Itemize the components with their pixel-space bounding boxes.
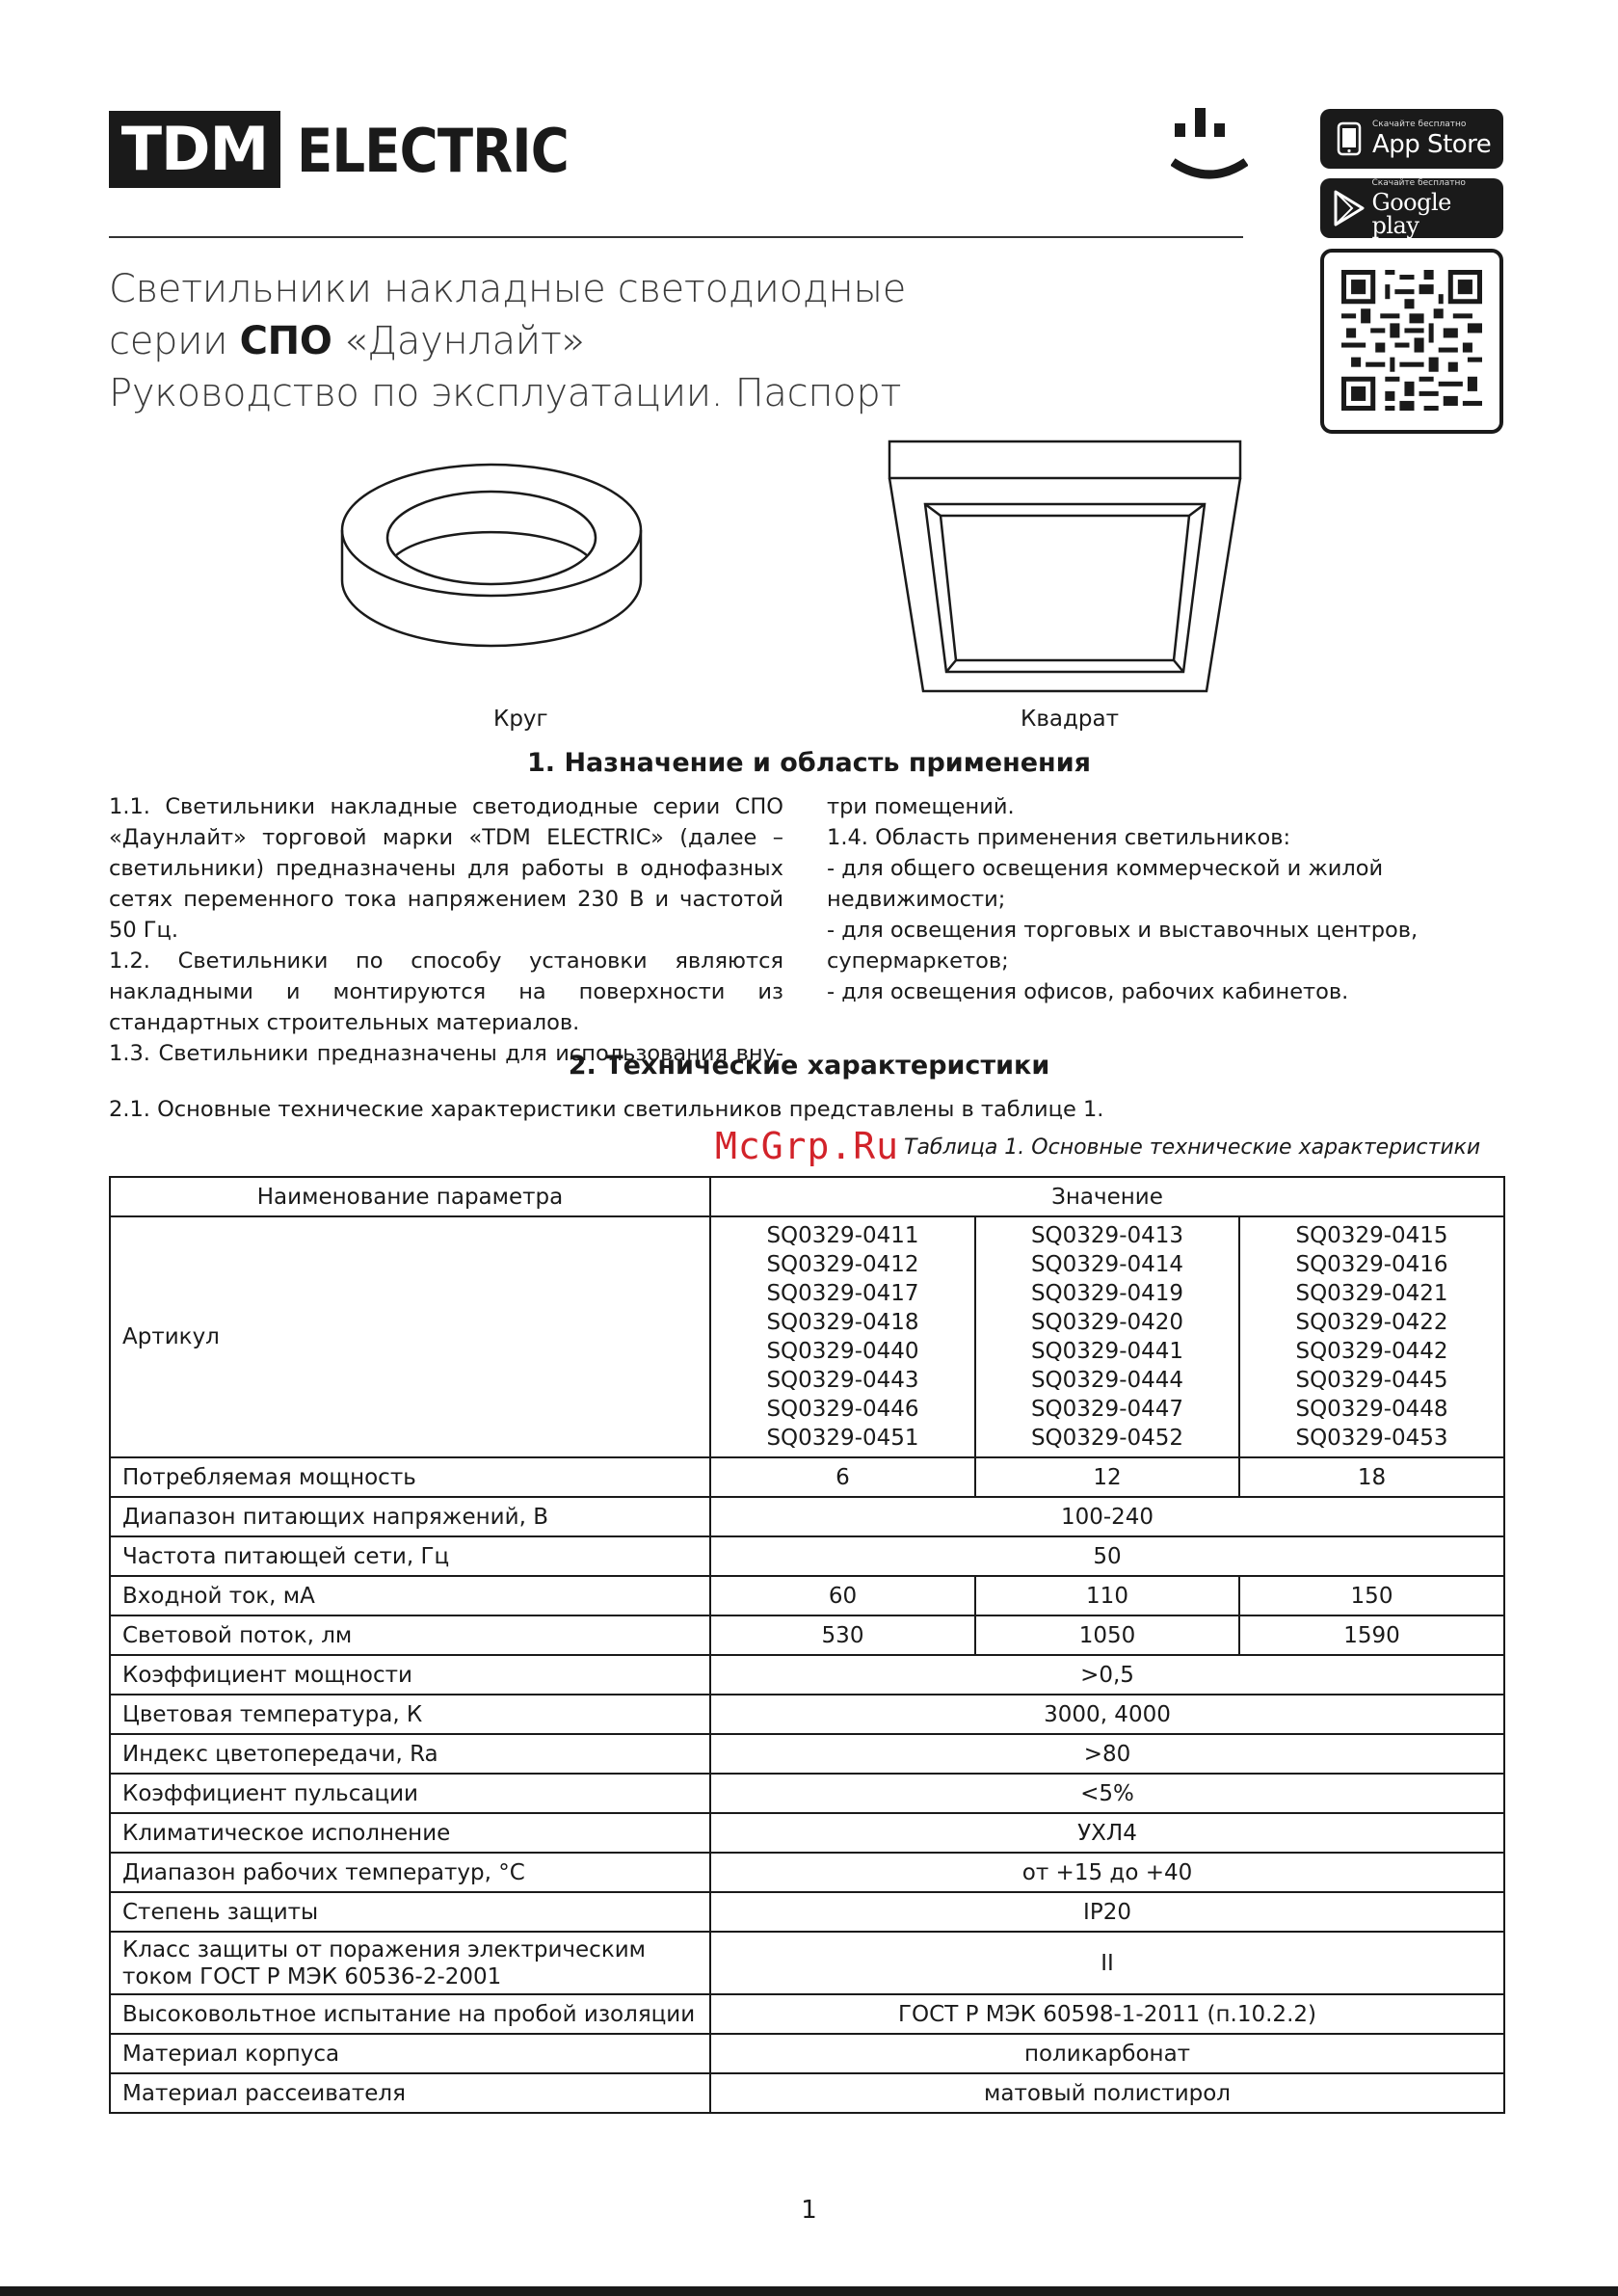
title-line-1: Светильники накладные светодиодные [109,267,907,311]
parameter-name: Материал корпуса [110,2034,710,2073]
table-row [110,1536,1504,1576]
parameter-value: ГОСТ Р МЭК 60598-1-2011 (п.10.2.2) [710,1994,1504,2034]
parameter-value: <5% [710,1774,1504,1813]
parameter-value: 1590 [1239,1615,1504,1655]
parameter-name: Входной ток, мА [110,1576,710,1615]
article-code: SQ0329-0418 [766,1310,919,1335]
article-code: SQ0329-0420 [1030,1310,1184,1335]
parameter-name: Потребляемая мощность [110,1457,710,1497]
app-store-badge[interactable] [1320,109,1503,169]
table-row [110,1892,1504,1932]
table-row [110,1774,1504,1813]
parameter-value: 110 [975,1576,1239,1615]
article-code: SQ0329-0441 [1030,1339,1184,1364]
article-code: SQ0329-0442 [1295,1339,1448,1364]
paragraph-1-3-continued: три помещений. [827,794,1015,819]
table-row [110,1655,1504,1695]
table-row [110,1457,1504,1497]
parameter-name: Климатическое исполнение [110,1813,710,1853]
parameter-value: УХЛ4 [710,1813,1504,1853]
parameter-value: 530 [710,1615,975,1655]
article-code: SQ0329-0421 [1295,1281,1448,1306]
article-code: SQ0329-0440 [766,1339,919,1364]
article-label: Артикул [110,1216,710,1457]
application-item-3: - для освещения офисов, рабочих кабинетов. [827,979,1349,1004]
parameter-name: Световой поток, лм [110,1615,710,1655]
header-parameter: Наименование параметра [110,1177,710,1216]
table-row [110,1932,1504,1994]
paragraph-1-3: 1.3. Светильники предназначены для использования вну- [109,1041,783,1066]
article-list-12w [975,1216,1239,1457]
app-store-small-text: Скачайте бесплатно [1372,120,1467,129]
round-luminaire-drawing [337,463,646,684]
section-2-heading: 2. Технические характеристики [568,1051,1050,1081]
article-code: SQ0329-0419 [1030,1281,1184,1306]
article-code: SQ0329-0413 [1030,1223,1184,1248]
article-code: SQ0329-0415 [1295,1223,1448,1248]
parameter-value: 50 [710,1536,1504,1576]
article-code: SQ0329-0448 [1295,1397,1448,1422]
article-code: SQ0329-0414 [1030,1252,1184,1277]
article-code: SQ0329-0422 [1295,1310,1448,1335]
article-code: SQ0329-0453 [1295,1426,1448,1451]
application-item-2: - для освещения торговых и выставочных центров, супермаркетов; [827,918,1419,974]
parameter-value: 3000, 4000 [710,1695,1504,1734]
logo-tdm: TDM [109,111,280,188]
table-row [110,1813,1504,1853]
parameter-value: 6 [710,1457,975,1497]
smile-logo-icon [1171,106,1248,193]
section-1-right-column [827,791,1501,1007]
qr-code-icon [1341,270,1482,411]
parameter-name: Индекс цветопередачи, Ra [110,1734,710,1774]
square-luminaire-drawing [887,439,1243,699]
google-play-label: Google play [1371,189,1451,239]
parameter-value: II [710,1932,1504,1994]
article-code: SQ0329-0412 [766,1252,919,1277]
article-code: SQ0329-0451 [766,1426,919,1451]
qr-code-frame[interactable] [1320,249,1503,434]
title-line-2 [109,315,906,367]
google-play-badge[interactable] [1320,178,1503,238]
parameter-name: Степень защиты [110,1892,710,1932]
table-row [110,1497,1504,1536]
parameter-value: 60 [710,1576,975,1615]
parameter-name: Диапазон рабочих температур, °С [110,1853,710,1892]
article-list-6w [710,1216,975,1457]
parameter-value: 12 [975,1457,1239,1497]
paragraph-1-4: 1.4. Область применения светильников: [827,825,1291,850]
article-code: SQ0329-0447 [1030,1397,1184,1422]
logo-electric: ELECTRIC [297,116,569,186]
page-number: 1 [801,2196,817,2225]
play-triangle-icon [1332,189,1366,227]
table-row [110,2073,1504,2113]
parameter-value: IP20 [710,1892,1504,1932]
table-caption: Таблица 1. Основные технические характеристики [904,1135,1481,1160]
article-list-18w [1239,1216,1504,1457]
title-series-name: СПО [239,319,332,363]
parameter-name: Цветовая температура, К [110,1695,710,1734]
parameter-value: >80 [710,1734,1504,1774]
table-row [110,1734,1504,1774]
header-divider [109,236,1243,238]
section-1-heading: 1. Назначение и область применения [527,748,1091,778]
bottom-band [0,2286,1618,2296]
header-value: Значение [710,1177,1504,1216]
parameter-name: Коэффициент мощности [110,1655,710,1695]
paragraph-1-2: 1.2. Светильники по способу установки являются накладными и монтируются на поверхности из стандартных строительных материалов. [109,948,783,1035]
parameter-value: 1050 [975,1615,1239,1655]
parameter-value: 18 [1239,1457,1504,1497]
parameter-name: Класс защиты от поражения электрическим током ГОСТ Р МЭК 60536-2-2001 [110,1932,710,1994]
application-item-1: - для общего освещения коммерческой и жилой недвижимости; [827,856,1384,912]
watermark: McGrp.Ru [715,1125,900,1167]
title-line-3: Руководство по эксплуатации. Паспорт [109,371,902,415]
parameter-value: 150 [1239,1576,1504,1615]
table-row [110,1576,1504,1615]
title-line-2-prefix: серии [109,319,240,363]
table-header-row [110,1177,1504,1216]
title-line-2-suffix: «Даунлайт» [332,319,585,363]
document-title [109,263,906,419]
parameter-name: Материал рассеивателя [110,2073,710,2113]
article-code: SQ0329-0443 [766,1368,919,1393]
parameter-value: 100-240 [710,1497,1504,1536]
table-row [110,1615,1504,1655]
article-code: SQ0329-0445 [1295,1368,1448,1393]
parameter-value: поликарбонат [710,2034,1504,2073]
parameter-name: Диапазон питающих напряжений, В [110,1497,710,1536]
article-code: SQ0329-0446 [766,1397,919,1422]
parameter-name: Частота питающей сети, Гц [110,1536,710,1576]
spec-table [109,1176,1505,2114]
table-row [110,1994,1504,2034]
table-row [110,2034,1504,2073]
parameter-name: Высоковольтное испытание на пробой изоляции [110,1994,710,2034]
article-code: SQ0329-0452 [1030,1426,1184,1451]
square-caption: Квадрат [1021,707,1119,732]
app-store-label: App Store [1372,130,1492,159]
article-code: SQ0329-0411 [766,1223,919,1248]
parameter-value: от +15 до +40 [710,1853,1504,1892]
parameter-value: >0,5 [710,1655,1504,1695]
article-code: SQ0329-0444 [1030,1368,1184,1393]
google-play-small-text: Скачайте бесплатно [1371,178,1466,188]
article-code: SQ0329-0417 [766,1281,919,1306]
article-code: SQ0329-0416 [1295,1252,1448,1277]
round-caption: Круг [493,707,548,732]
table-row [110,1695,1504,1734]
section-2-intro: 2.1. Основные технические характеристики светильников представлены в таблице 1. [109,1097,1104,1122]
apple-icon [1332,120,1366,158]
parameter-value: матовый полистирол [710,2073,1504,2113]
paragraph-1-1: 1.1. Светильники накладные светодиодные серии СПО «Даунлайт» торговой марки «TDM ELECTRIC» (далее – светильники) предназначены для работы в однофазных сетях переменного тока напряжением 230 В и частотой 50 Гц. [109,794,783,943]
parameter-name: Коэффициент пульсации [110,1774,710,1813]
table-row-articles [110,1216,1504,1457]
table-row [110,1853,1504,1892]
section-1-left-column [109,791,783,1069]
